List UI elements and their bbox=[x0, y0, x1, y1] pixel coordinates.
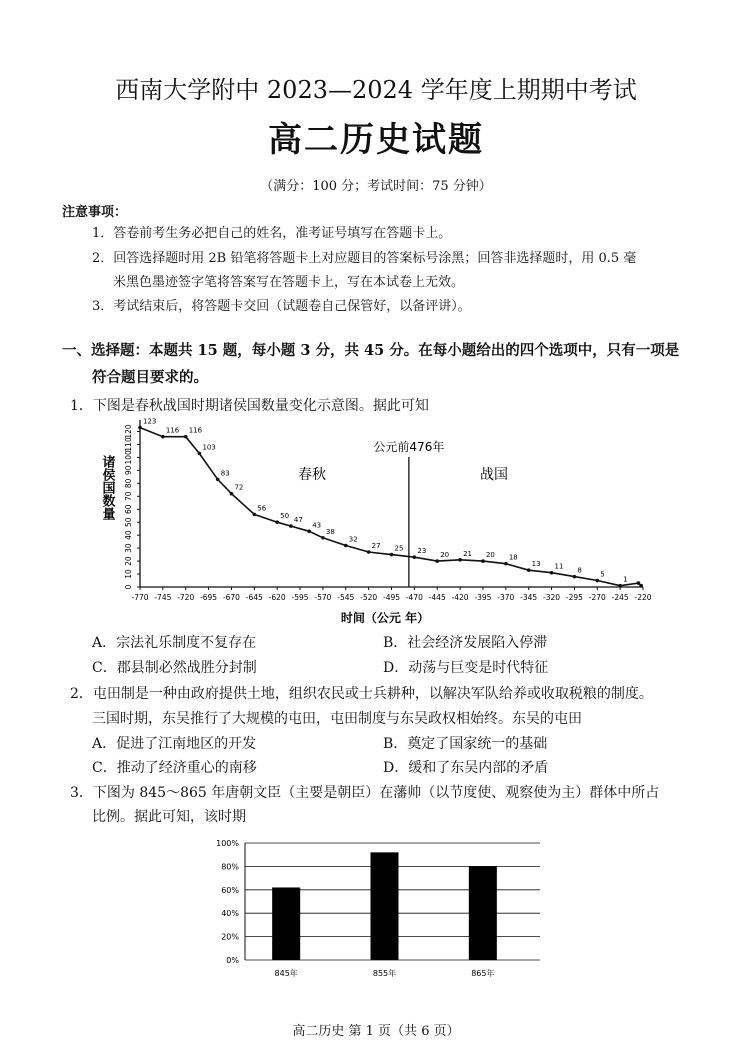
note-item: 米黑色墨迹签字笔将答案写在答题卡上，写在本试卷上无效。 bbox=[113, 275, 465, 290]
data-label: 20 bbox=[485, 551, 495, 560]
x-tick-label: -670 bbox=[222, 593, 240, 602]
x-tick-label: -545 bbox=[337, 593, 355, 602]
data-label: 11 bbox=[554, 562, 564, 571]
x-tick-label: -720 bbox=[177, 593, 195, 602]
q2-option-c: C．推动了经济重心的南移 bbox=[92, 760, 257, 776]
y-tick-label: 40 bbox=[124, 530, 133, 540]
q1-option-b: B．社会经济发展陷入停滞 bbox=[383, 635, 548, 651]
region-label-chunqiu: 春秋 bbox=[298, 467, 326, 483]
q3-stem: 3．下图为 845～865 年唐朝文臣（主要是朝臣）在藩帅（以节度使、观察使为主）群体中所占 bbox=[70, 785, 660, 801]
x-tick-label: -495 bbox=[382, 593, 401, 602]
data-label: 18 bbox=[508, 553, 518, 562]
x-tick-label: -645 bbox=[245, 593, 263, 602]
y-tick-label: 60 bbox=[124, 504, 133, 515]
data-point bbox=[390, 553, 394, 557]
bar bbox=[371, 852, 399, 960]
data-point bbox=[184, 435, 188, 439]
data-point bbox=[618, 584, 622, 588]
data-point bbox=[198, 452, 202, 456]
q2-stem-cont: 三国时期，东吴推行了大规模的屯田，屯田制度与东吴政权相始终。东吴的屯田 bbox=[92, 711, 582, 727]
data-label: 25 bbox=[394, 544, 404, 553]
section-heading-cont: 符合题目要求的。 bbox=[92, 369, 208, 386]
data-label: 43 bbox=[312, 521, 322, 530]
data-point bbox=[573, 575, 577, 579]
y-tick-label: 100% bbox=[216, 839, 239, 848]
y-tick-label: 20% bbox=[221, 932, 239, 942]
y-tick-label: 40% bbox=[221, 909, 239, 919]
q2-stem: 2．屯田制是一种由政府提供土地，组织农民或士兵耕种，以解决军队给养或收取税粮的制度。 bbox=[70, 686, 653, 702]
data-point bbox=[344, 544, 348, 548]
x-tick-label: -445 bbox=[428, 593, 446, 602]
y-tick-label: 80% bbox=[221, 862, 239, 872]
x-tick-label: -470 bbox=[405, 593, 423, 602]
x-tick-label: -595 bbox=[291, 593, 309, 602]
data-label: 20 bbox=[440, 551, 450, 560]
x-tick-label: -695 bbox=[200, 593, 218, 602]
y-tick-label: 30 bbox=[124, 543, 133, 553]
page-footer: 高二历史 第 1 页（共 6 页） bbox=[292, 1024, 460, 1039]
y-tick-label: 20 bbox=[124, 556, 133, 566]
data-label: 8 bbox=[577, 566, 582, 575]
section-heading: 一、选择题：本题共 15 题，每小题 3 分，共 45 分。在每小题给出的四个选项中，只有一项是 bbox=[62, 342, 680, 359]
data-point bbox=[307, 529, 311, 533]
y-tick-label: 110 bbox=[124, 437, 133, 452]
bar bbox=[469, 866, 497, 960]
exam-info: （满分：100 分；考试时间：75 分钟） bbox=[260, 179, 492, 194]
x-tick-label: 855年 bbox=[372, 969, 397, 978]
data-label: 13 bbox=[531, 560, 541, 569]
q1-option-a: A．宗法礼乐制度不复存在 bbox=[92, 635, 257, 651]
data-label: 21 bbox=[463, 549, 473, 558]
data-point bbox=[595, 579, 599, 583]
data-point bbox=[289, 524, 293, 528]
data-label: 116 bbox=[188, 426, 203, 435]
subject-title: 高二历史试题 bbox=[268, 120, 484, 160]
data-label: 5 bbox=[600, 570, 605, 579]
data-label: 32 bbox=[348, 535, 358, 544]
y-tick-label: 90 bbox=[124, 465, 133, 476]
note-item: 1．答卷前考生务必把自己的姓名，准考证号填写在答题卡上。 bbox=[92, 226, 452, 241]
data-point bbox=[527, 568, 531, 572]
data-label: 72 bbox=[234, 483, 244, 492]
divider-label: 公元前476年 bbox=[373, 440, 445, 454]
y-tick-label: 120 bbox=[124, 424, 133, 439]
data-label: 38 bbox=[325, 527, 335, 536]
x-tick-label: 865年 bbox=[471, 969, 495, 978]
x-axis-label: 时间（公元 年） bbox=[340, 611, 430, 625]
x-tick-label: -395 bbox=[474, 593, 492, 602]
y-tick-label: 50 bbox=[124, 517, 133, 527]
data-label: 47 bbox=[293, 516, 303, 525]
x-tick-label: -270 bbox=[588, 593, 606, 602]
x-tick-label: -620 bbox=[268, 593, 286, 602]
q3-stem-cont: 比例。据此可知，该时期 bbox=[92, 809, 246, 825]
q1-option-c: C．郡县制必然战胜分封制 bbox=[92, 660, 257, 676]
data-point bbox=[216, 478, 220, 482]
x-tick-label: -320 bbox=[543, 593, 561, 602]
y-axis-label: 诸侯国数量 bbox=[99, 455, 115, 520]
x-tick-label: 845年 bbox=[274, 969, 298, 978]
data-point bbox=[367, 550, 371, 554]
data-point bbox=[550, 571, 554, 575]
data-label: 103 bbox=[202, 443, 216, 452]
y-tick-label: 10 bbox=[124, 569, 133, 579]
y-tick-label: 0 bbox=[124, 584, 133, 590]
data-label: 50 bbox=[280, 512, 290, 521]
bar bbox=[272, 887, 300, 960]
data-point bbox=[458, 558, 462, 562]
data-point bbox=[413, 555, 417, 559]
exam-title: 西南大学附中 2023—2024 学年度上期期中考试 bbox=[115, 76, 637, 104]
data-point bbox=[639, 584, 643, 588]
x-tick-label: -220 bbox=[634, 593, 652, 602]
q1-stem: 1．下图是春秋战国时期诸侯国数量变化示意图。据此可知 bbox=[70, 398, 429, 414]
y-tick-label: 0% bbox=[226, 956, 239, 965]
data-point bbox=[637, 581, 641, 585]
data-point bbox=[504, 562, 508, 566]
q2-option-b: B．奠定了国家统一的基础 bbox=[383, 736, 548, 752]
q2-option-d: D．缓和了东吴内部的矛盾 bbox=[383, 760, 549, 776]
data-label: 1 bbox=[623, 575, 628, 584]
data-point bbox=[230, 492, 234, 496]
x-tick-label: -245 bbox=[611, 593, 629, 602]
notes-heading: 注意事项： bbox=[62, 205, 128, 220]
data-point bbox=[321, 536, 325, 540]
x-tick-label: -770 bbox=[131, 593, 149, 602]
data-point bbox=[138, 426, 142, 430]
y-tick-label: 100 bbox=[124, 450, 133, 465]
x-tick-label: -295 bbox=[565, 593, 583, 602]
data-label: 27 bbox=[371, 542, 381, 551]
x-tick-label: -570 bbox=[314, 593, 332, 602]
x-tick-label: -745 bbox=[154, 593, 172, 602]
data-label: 83 bbox=[220, 469, 230, 478]
y-tick-label: 80 bbox=[124, 478, 133, 489]
note-item: 3．考试结束后，将答题卡交回（试题卷自己保管好，以备评讲）。 bbox=[92, 299, 471, 314]
data-label: 56 bbox=[257, 504, 267, 513]
x-tick-label: -370 bbox=[497, 593, 515, 602]
data-point bbox=[275, 520, 279, 524]
x-tick-label: -420 bbox=[451, 593, 469, 602]
data-label: 116 bbox=[165, 426, 180, 435]
data-point bbox=[161, 435, 165, 439]
q1-line-chart bbox=[95, 415, 665, 630]
q3-bar-chart bbox=[205, 828, 550, 988]
data-label: 123 bbox=[143, 417, 157, 426]
data-label: 23 bbox=[417, 547, 427, 556]
note-item: 2．回答选择题时用 2B 铅笔将答题卡上对应题目的答案标号涂黑；回答非选择题时，用 0.5 毫 bbox=[92, 251, 637, 266]
x-tick-label: -520 bbox=[360, 593, 378, 602]
data-point bbox=[435, 559, 439, 563]
region-label-zhanguo: 战国 bbox=[480, 467, 508, 483]
q2-option-a: A．促进了江南地区的开发 bbox=[92, 736, 257, 752]
x-tick-label: -345 bbox=[520, 593, 538, 602]
data-point bbox=[253, 513, 257, 517]
q1-option-d: D．动荡与巨变是时代特征 bbox=[383, 660, 549, 676]
data-point bbox=[481, 559, 485, 563]
y-tick-label: 70 bbox=[124, 491, 133, 502]
y-tick-label: 60% bbox=[221, 885, 239, 895]
